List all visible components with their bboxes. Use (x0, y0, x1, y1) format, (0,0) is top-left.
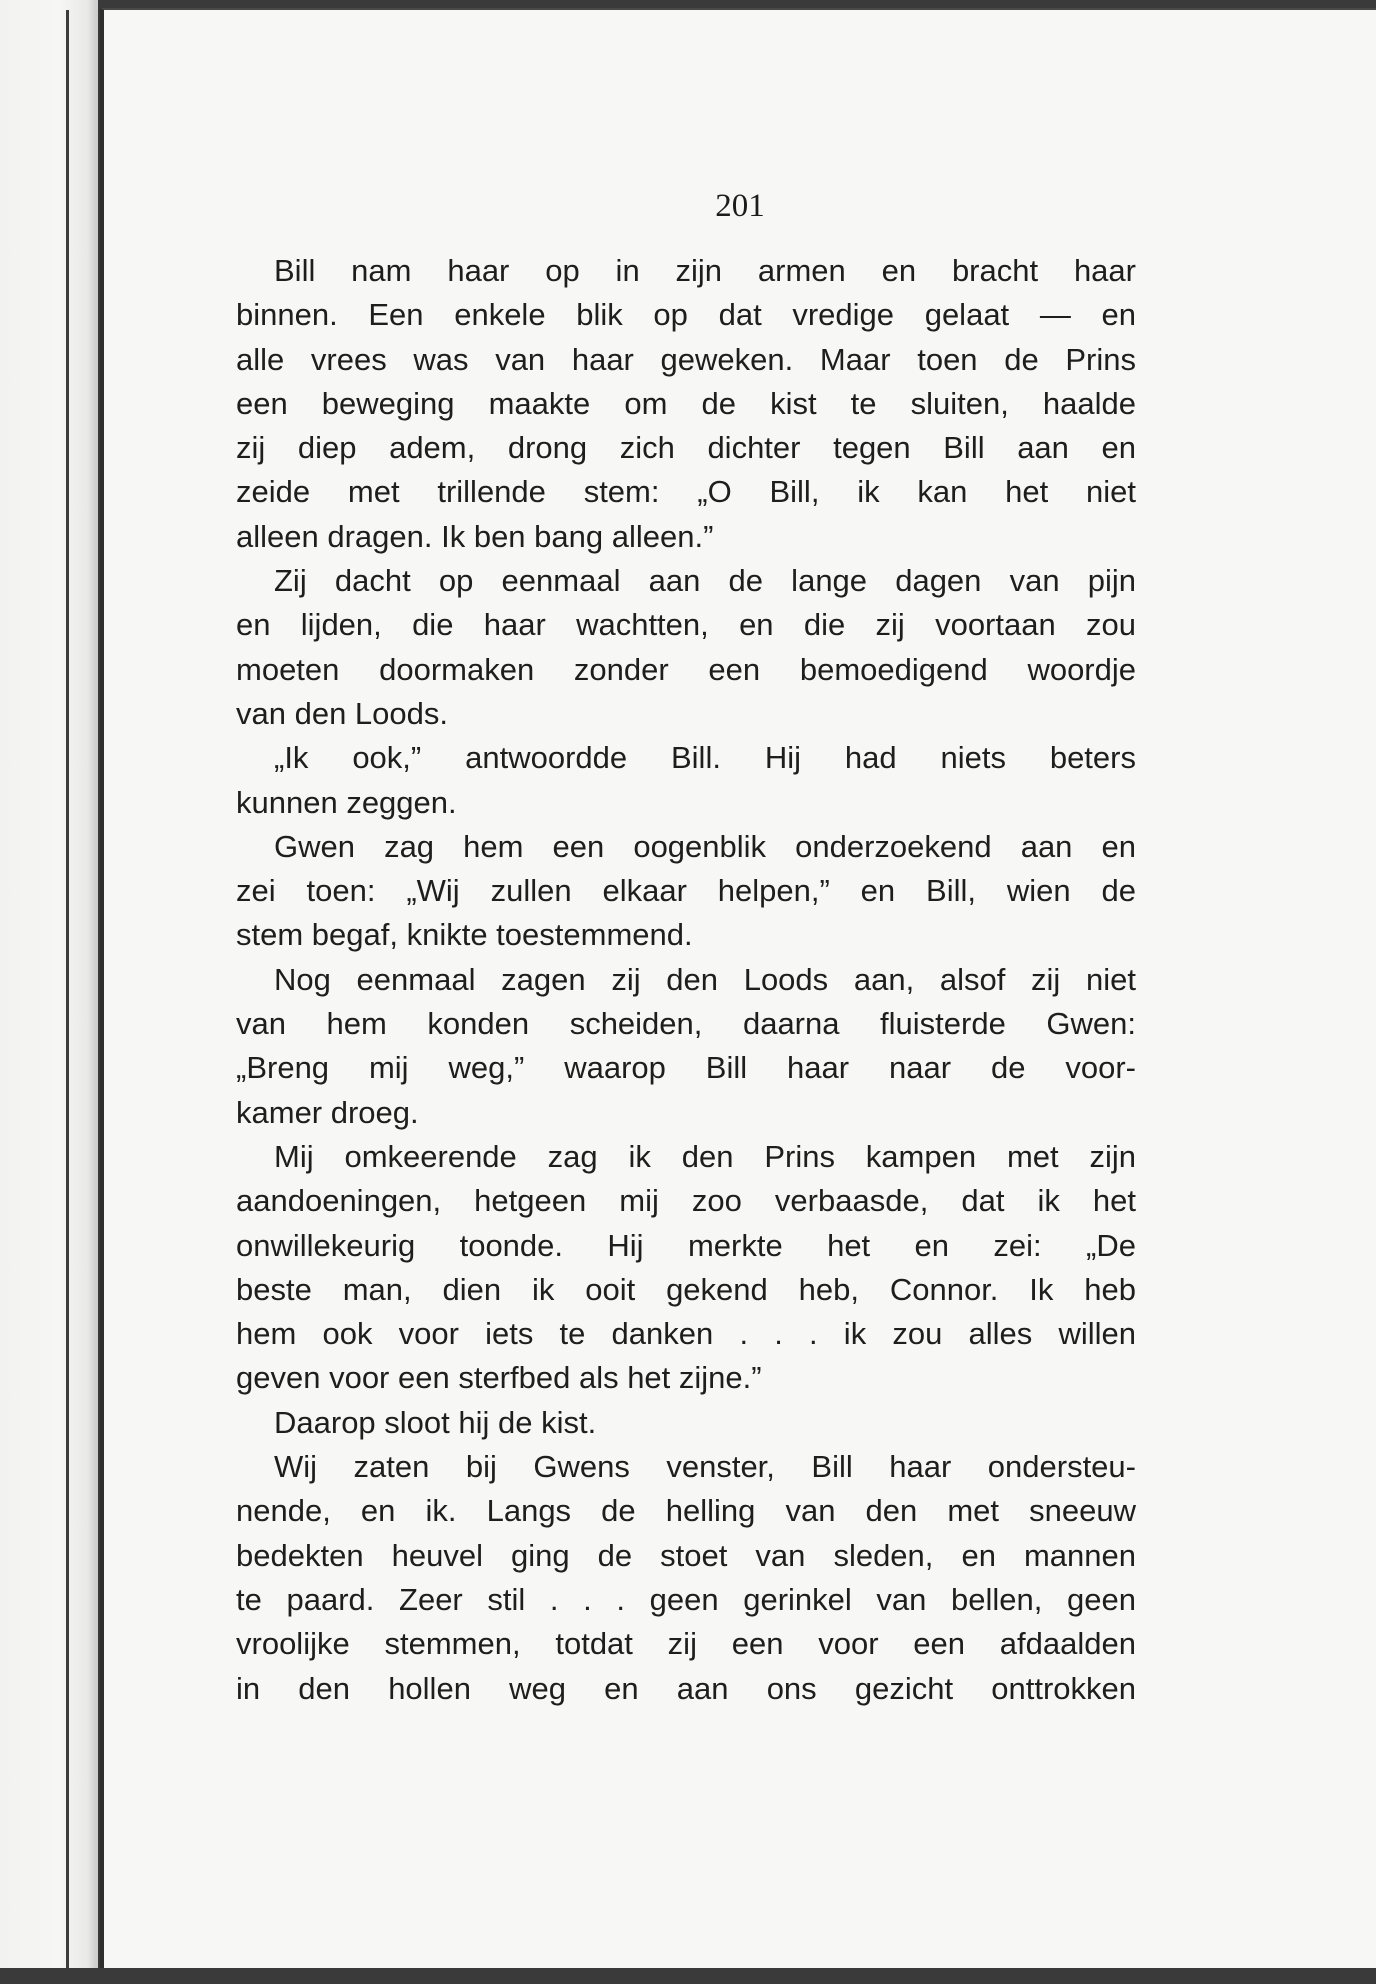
text-line: alleen dragen. Ik ben bang alleen.” (236, 518, 714, 554)
text-line: kamer droeg. (236, 1094, 419, 1130)
page-number: 201 (715, 188, 765, 224)
text-line: zei toen: „Wij zullen elkaar helpen,” en Bill, wien de (236, 873, 1136, 909)
text-line: Bill nam haar op in zijn armen en bracht haar (274, 253, 1136, 288)
text-line: beste man, dien ik ooit gekend heb, Connor. Ik heb (236, 1271, 1136, 1307)
text-line: stem begaf, knikte toestemmend. (236, 917, 693, 953)
text-line: Daarop sloot hij de kist. (274, 1404, 597, 1440)
text-line: kunnen zeggen. (236, 784, 457, 820)
scan-bottom-edge (0, 1968, 1376, 1984)
text-line: Wij zaten bij Gwens venster, Bill haar ondersteu- (274, 1449, 1136, 1485)
text-line: een beweging maakte om de kist te sluiten, haalde (236, 385, 1136, 421)
text-line: zij diep adem, drong zich dichter tegen Bill aan en (236, 430, 1136, 466)
text-line: hem ook voor iets te danken . . . ik zou alles willen (236, 1316, 1136, 1352)
text-line: en lijden, die haar wachtten, en die zij voortaan zou (236, 607, 1136, 643)
text-line: zeide met trillende stem: „O Bill, ik kan het niet (236, 474, 1136, 510)
text-line: nende, en ik. Langs de helling van den met sneeuw (236, 1493, 1136, 1529)
text-line: geven voor een sterfbed als het zijne.” (236, 1360, 762, 1396)
text-line: alle vrees was van haar geweken. Maar toen de Prins (236, 341, 1136, 377)
scan-top-edge (0, 0, 1376, 8)
text-line: aandoeningen, hetgeen mij zoo verbaasde, dat ik het (236, 1183, 1136, 1219)
left-page-margin (0, 0, 98, 1984)
text-line: „Breng mij weg,” waarop Bill haar naar de voor- (236, 1050, 1136, 1086)
text-line: van den Loods. (236, 695, 449, 731)
text-line: Nog eenmaal zagen zij den Loods aan, alsof zij niet (274, 961, 1136, 997)
text-line: moeten doormaken zonder een bemoedigend woordje (236, 651, 1136, 687)
text-line: in den hollen weg en aan ons gezicht onttrokken (236, 1670, 1136, 1706)
text-line: „Ik ook,” antwoordde Bill. Hij had niets beters (274, 740, 1136, 776)
text-line: Gwen zag hem een oogenblik onderzoekend aan en (274, 828, 1136, 864)
text-line: Mij omkeerende zag ik den Prins kampen met zijn (274, 1138, 1136, 1174)
text-line: vroolijke stemmen, totdat zij een voor een afdaalden (236, 1626, 1136, 1662)
text-line: bedekten heuvel ging de stoet van sleden, en mannen (236, 1537, 1136, 1573)
body-text (236, 249, 1136, 1711)
text-line: binnen. Een enkele blik op dat vredige gelaat — en (236, 297, 1136, 333)
binding-line (66, 10, 69, 1984)
text-line: Zij dacht op eenmaal aan de lange dagen van pijn (274, 563, 1136, 599)
text-line: van hem konden scheiden, daarna fluisterde Gwen: (236, 1006, 1136, 1042)
text-line: te paard. Zeer stil . . . geen gerinkel van bellen, geen (236, 1581, 1136, 1617)
text-line: onwillekeurig toonde. Hij merkte het en zei: „De (236, 1227, 1136, 1263)
